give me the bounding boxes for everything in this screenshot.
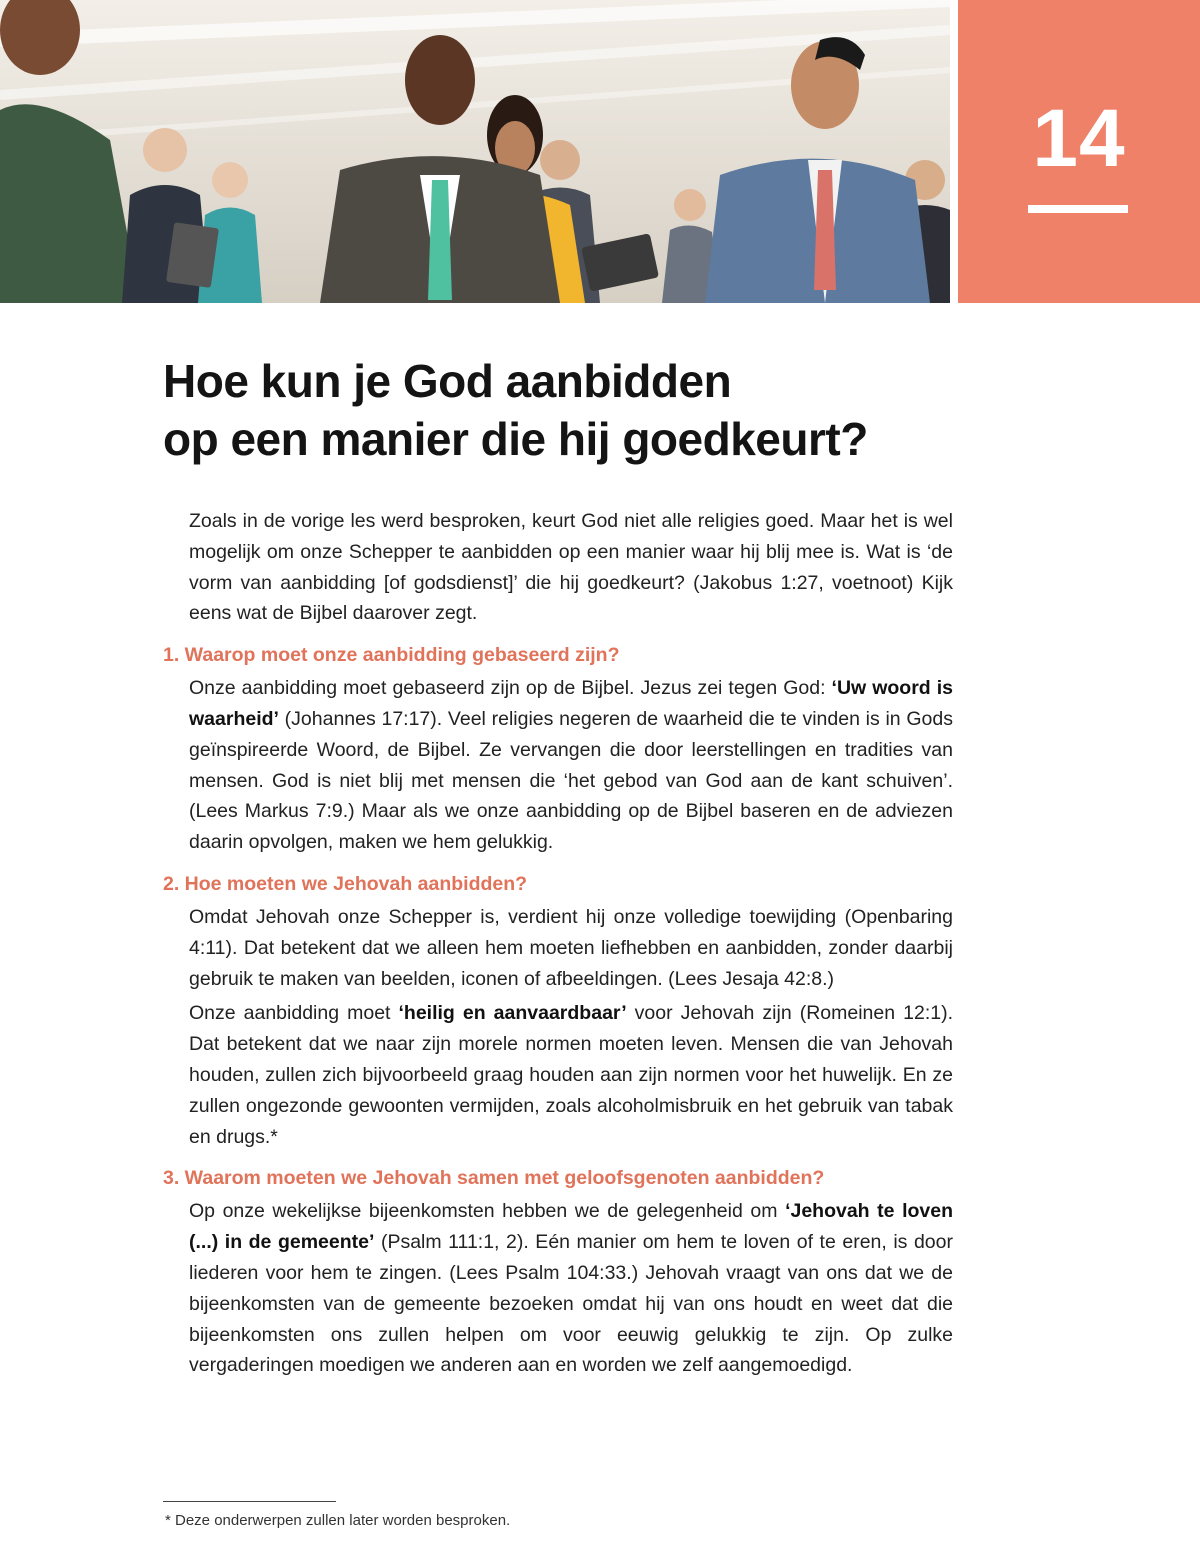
question-3-paragraph (189, 1196, 953, 1381)
question-2-paragraph-2 (189, 998, 953, 1152)
title-line-2: op een manier die hij goedkeurt? (163, 413, 868, 465)
question-2-heading: 2. Hoe moeten we Jehovah aanbidden? (163, 872, 528, 895)
text-span: (Psalm 111:1, 2). Eén manier om hem te loven of te eren, is door liederen voor hem te zingen. (Lees Psalm 104:33.) Jehovah vraagt van ons dat we de bijeenkomsten van de gemeente bezoeken omdat hij van ons houdt en weet dat die bijeenkomsten ons zullen helpen om voor eeuwig gelukkig te zijn. Op zulke vergaderingen moedigen we anderen aan en worden we zelf aangemoedigd. (189, 1231, 953, 1377)
text-span: Onze aanbidding moet gebaseerd zijn op de Bijbel. Jezus zei tegen God: (189, 677, 832, 700)
hero-photo (0, 0, 950, 303)
lesson-content (163, 506, 953, 1381)
lesson-number-box (958, 0, 1200, 303)
question-3-heading: 3. Waarom moeten we Jehovah samen met geloofsgenoten aanbidden? (163, 1167, 825, 1190)
lesson-number-underline (1028, 205, 1128, 213)
footnote: * Deze onderwerpen zullen later worden besproken. (165, 1512, 511, 1529)
question-1-heading: 1. Waarop moet onze aanbidding gebaseerd zijn? (163, 644, 620, 667)
page-title (163, 352, 1023, 468)
bold-quote: ‘Jehovah te loven (...) in de gemeente’ (189, 1200, 953, 1254)
text-span: Onze aanbidding moet (189, 1002, 399, 1025)
bold-quote: ‘heilig en aanvaardbaar’ (398, 1002, 627, 1025)
question-2-paragraph-1: Omdat Jehovah onze Schepper is, verdient hij onze volledige toewijding (Openbaring 4:11). Dat betekent dat we alleen hem moeten liefhebben en aanbidden, zonder daarbij gebruik te maken van beelden, iconen of afbeeldingen. (Lees Jesaja 42:8.) (189, 905, 953, 990)
text-span: (Johannes 17:17). Veel religies negeren de waarheid die te vinden is in Gods geïnspireerde Woord, de Bijbel. Ze vervangen die door leerstellingen en tradities van mensen. God is niet blij met mensen die ‘het gebod van God aan de kant schuiven’. (Lees Markus 7:9.) Maar als we onze aanbidding op de Bijbel baseren en de adviezen daarin opvolgen, maken we hem gelukkig. (189, 707, 953, 854)
bold-quote: ‘Uw woord is waarheid’ (189, 677, 953, 730)
text-span: voor Jehovah zijn (Romeinen 12:1). Dat betekent dat we naar zijn morele normen moeten leven. Mensen die van Jehovah houden, zullen zich bijvoorbeeld graag houden aan zijn normen voor het huwelijk. En ze zullen ongezonde gewoonten vermijden, zoals alcoholmisbruik en het gebruik van tabak en drugs.* (189, 1002, 953, 1148)
footnote-divider (163, 1501, 336, 1502)
title-line-1: Hoe kun je God aanbidden (163, 355, 732, 407)
text-span: Op onze wekelijkse bijeenkomsten hebben we de gelegenheid om (189, 1200, 786, 1223)
lesson-number: 14 (1032, 93, 1126, 184)
congregation-singing-illustration (0, 0, 950, 303)
intro-paragraph: Zoals in de vorige les werd besproken, keurt God niet alle religies goed. Maar het is wel mogelijk om onze Schepper te aanbidden op een manier waar hij blij mee is. Wat is ‘de vorm van aanbidding [of godsdienst]’ die hij goedkeurt? (Jakobus 1:27, voetnoot) Kijk eens wat de Bijbel daarover zegt. (189, 510, 953, 625)
question-1-paragraph (189, 673, 953, 858)
